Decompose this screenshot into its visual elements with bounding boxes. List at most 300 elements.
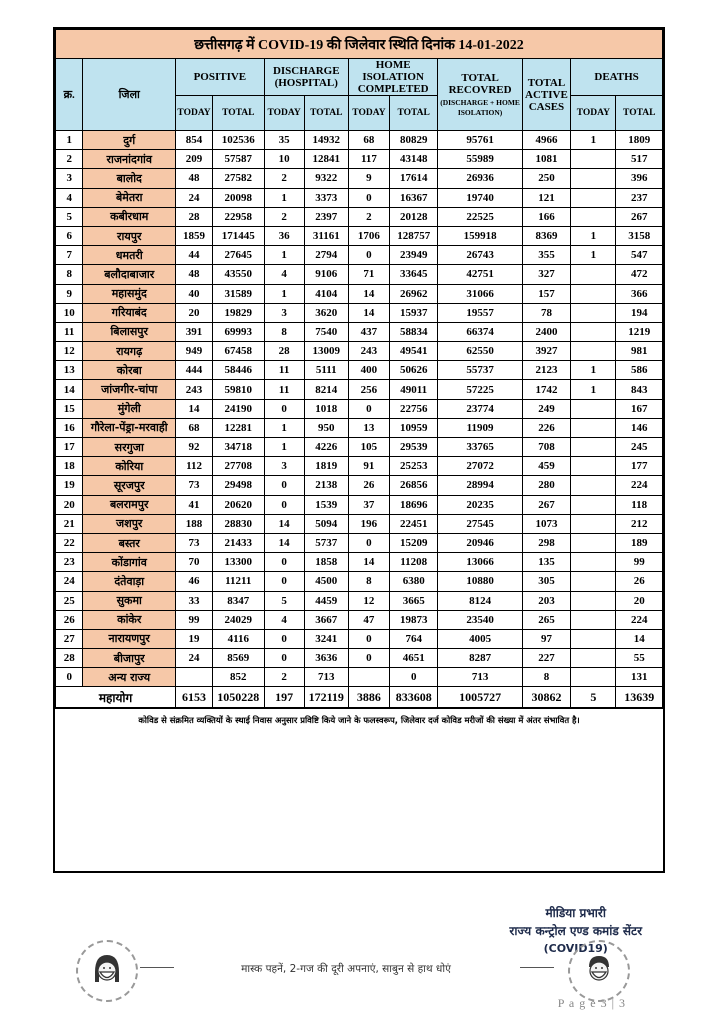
table-row [56, 226, 663, 245]
total-cell: 30862 [522, 687, 570, 708]
value-cell: 8 [522, 668, 570, 687]
value-cell: 280 [522, 476, 570, 495]
value-cell [571, 476, 616, 495]
district-cell: नारायणपुर [83, 629, 176, 648]
total-cell: 6153 [176, 687, 213, 708]
value-cell: 3 [264, 303, 304, 322]
value-cell: 14 [264, 533, 304, 552]
value-cell: 58446 [212, 361, 264, 380]
value-cell: 226 [522, 418, 570, 437]
value-cell: 118 [616, 495, 663, 514]
value-cell: 0 [348, 533, 389, 552]
value-cell: 146 [616, 418, 663, 437]
value-cell: 203 [522, 591, 570, 610]
table-row [56, 188, 663, 207]
value-cell: 26936 [438, 169, 522, 188]
district-cell: बिलासपुर [83, 322, 176, 341]
value-cell: 3 [264, 457, 304, 476]
table-row [56, 265, 663, 284]
table-row [56, 572, 663, 591]
value-cell: 121 [522, 188, 570, 207]
value-cell: 327 [522, 265, 570, 284]
value-cell: 4651 [389, 649, 437, 668]
value-cell: 62550 [438, 342, 522, 361]
value-cell: 26 [348, 476, 389, 495]
value-cell [571, 668, 616, 687]
value-cell [571, 553, 616, 572]
value-cell: 69993 [212, 322, 264, 341]
value-cell: 22756 [389, 399, 437, 418]
value-cell: 26962 [389, 284, 437, 303]
header-positive-today: TODAY [176, 96, 213, 131]
value-cell: 157 [522, 284, 570, 303]
value-cell: 9322 [304, 169, 348, 188]
value-cell: 4226 [304, 438, 348, 457]
value-cell: 14 [348, 303, 389, 322]
value-cell: 237 [616, 188, 663, 207]
district-cell: महासमुंद [83, 284, 176, 303]
header-discharge: DISCHARGE (HOSPITAL) [264, 59, 348, 96]
value-cell [348, 668, 389, 687]
table-row [56, 150, 663, 169]
value-cell: 29498 [212, 476, 264, 495]
value-cell: 267 [616, 207, 663, 226]
value-cell [571, 495, 616, 514]
signature-line2: राज्य कन्ट्रोल एण्ड कमांड सेंटर [509, 924, 642, 938]
district-cell: बालोद [83, 169, 176, 188]
value-cell: 105 [348, 438, 389, 457]
total-cell: 5 [571, 687, 616, 708]
value-cell: 3636 [304, 649, 348, 668]
value-cell: 256 [348, 380, 389, 399]
value-cell: 8287 [438, 649, 522, 668]
value-cell: 4 [264, 610, 304, 629]
value-cell: 19 [176, 629, 213, 648]
value-cell: 852 [212, 668, 264, 687]
table-row [56, 514, 663, 533]
value-cell: 99 [176, 610, 213, 629]
table-row [56, 207, 663, 226]
value-cell: 713 [438, 668, 522, 687]
value-cell: 27708 [212, 457, 264, 476]
value-cell: 50626 [389, 361, 437, 380]
value-cell: 55737 [438, 361, 522, 380]
value-cell: 19873 [389, 610, 437, 629]
value-cell: 708 [522, 438, 570, 457]
value-cell: 3620 [304, 303, 348, 322]
district-cell: जांजगीर-चांपा [83, 380, 176, 399]
value-cell: 459 [522, 457, 570, 476]
value-cell: 28 [176, 207, 213, 226]
value-cell: 950 [304, 418, 348, 437]
value-cell: 3665 [389, 591, 437, 610]
value-cell: 128757 [389, 226, 437, 245]
value-cell: 41 [176, 495, 213, 514]
value-cell: 46 [176, 572, 213, 591]
value-cell: 764 [389, 629, 437, 648]
value-cell: 8124 [438, 591, 522, 610]
footnote: कोविड से संक्रमित व्यक्तियों के स्थाई निवास अनुसार प्रविष्टि किये जाने के फलस्वरूप, जिलेवार दर्ज कोविड मरीजों की संख्या में अंतर संभावित है। [55, 708, 663, 733]
value-cell: 14932 [304, 131, 348, 150]
value-cell: 33765 [438, 438, 522, 457]
district-cell: गरियाबंद [83, 303, 176, 322]
value-cell: 24190 [212, 399, 264, 418]
value-cell: 8214 [304, 380, 348, 399]
district-cell: बेमेतरा [83, 188, 176, 207]
value-cell: 366 [616, 284, 663, 303]
value-cell: 16367 [389, 188, 437, 207]
value-cell: 23540 [438, 610, 522, 629]
district-cell: कोरबा [83, 361, 176, 380]
value-cell: 55 [616, 649, 663, 668]
signature-line1: मीडिया प्रभारी [545, 906, 606, 920]
value-cell: 1858 [304, 553, 348, 572]
value-cell: 34718 [212, 438, 264, 457]
table-row [56, 476, 663, 495]
value-cell: 8 [264, 322, 304, 341]
value-cell [571, 150, 616, 169]
value-cell: 20128 [389, 207, 437, 226]
table-row [56, 246, 663, 265]
value-cell: 8369 [522, 226, 570, 245]
value-cell: 2 [264, 169, 304, 188]
value-cell: 2 [264, 207, 304, 226]
value-cell: 1018 [304, 399, 348, 418]
value-cell: 10 [264, 150, 304, 169]
value-cell: 1 [264, 246, 304, 265]
serial-cell: 1 [56, 131, 83, 150]
value-cell: 2 [264, 668, 304, 687]
value-cell: 14 [616, 629, 663, 648]
value-cell: 112 [176, 457, 213, 476]
value-cell: 13009 [304, 342, 348, 361]
value-cell: 517 [616, 150, 663, 169]
value-cell: 13300 [212, 553, 264, 572]
value-cell: 243 [176, 380, 213, 399]
value-cell: 20946 [438, 533, 522, 552]
serial-cell: 5 [56, 207, 83, 226]
value-cell: 843 [616, 380, 663, 399]
serial-cell: 17 [56, 438, 83, 457]
table-row [56, 303, 663, 322]
value-cell: 249 [522, 399, 570, 418]
district-cell: सुकमा [83, 591, 176, 610]
header-positive-total: TOTAL [212, 96, 264, 131]
serial-cell: 14 [56, 380, 83, 399]
value-cell [571, 457, 616, 476]
value-cell: 15209 [389, 533, 437, 552]
table-row [56, 591, 663, 610]
total-cell: 13639 [616, 687, 663, 708]
value-cell: 67458 [212, 342, 264, 361]
value-cell: 3241 [304, 629, 348, 648]
district-cell: बस्तर [83, 533, 176, 552]
serial-cell: 23 [56, 553, 83, 572]
value-cell: 2397 [304, 207, 348, 226]
value-cell: 298 [522, 533, 570, 552]
covid-district-table [55, 29, 663, 708]
value-cell [571, 322, 616, 341]
mask-man-icon [581, 952, 617, 988]
serial-cell: 21 [56, 514, 83, 533]
value-cell: 4104 [304, 284, 348, 303]
serial-cell: 13 [56, 361, 83, 380]
value-cell: 1219 [616, 322, 663, 341]
value-cell: 0 [264, 629, 304, 648]
value-cell: 102536 [212, 131, 264, 150]
value-cell: 25253 [389, 457, 437, 476]
value-cell: 0 [264, 476, 304, 495]
table-row [56, 668, 663, 687]
header-home-isolation: HOME ISOLATION COMPLETED [348, 59, 438, 96]
value-cell: 26856 [389, 476, 437, 495]
district-cell: अन्य राज्य [83, 668, 176, 687]
table-row [56, 131, 663, 150]
value-cell [571, 514, 616, 533]
value-cell: 117 [348, 150, 389, 169]
value-cell: 1 [264, 284, 304, 303]
value-cell: 55989 [438, 150, 522, 169]
district-cell: कांकेर [83, 610, 176, 629]
value-cell: 1 [571, 131, 616, 150]
value-cell: 267 [522, 495, 570, 514]
serial-cell: 20 [56, 495, 83, 514]
value-cell [571, 572, 616, 591]
grand-total-label: महायोग [56, 687, 176, 708]
serial-cell: 4 [56, 188, 83, 207]
district-cell: दंतेवाड़ा [83, 572, 176, 591]
value-cell [571, 649, 616, 668]
page-number: P a g e 3 | 3 [557, 996, 626, 1010]
value-cell: 26743 [438, 246, 522, 265]
value-cell: 20 [176, 303, 213, 322]
district-cell: बलरामपुर [83, 495, 176, 514]
value-cell: 0 [264, 495, 304, 514]
value-cell: 12281 [212, 418, 264, 437]
value-cell: 14 [348, 284, 389, 303]
value-cell: 28 [264, 342, 304, 361]
value-cell: 8 [348, 572, 389, 591]
serial-cell: 9 [56, 284, 83, 303]
right-arrow-line [520, 967, 554, 968]
value-cell [176, 668, 213, 687]
value-cell: 4 [264, 265, 304, 284]
value-cell: 18696 [389, 495, 437, 514]
district-cell: कोंडागांव [83, 553, 176, 572]
value-cell: 400 [348, 361, 389, 380]
value-cell: 13066 [438, 553, 522, 572]
value-cell: 9106 [304, 265, 348, 284]
header-discharge-today: TODAY [264, 96, 304, 131]
table-row [56, 533, 663, 552]
value-cell: 8347 [212, 591, 264, 610]
header-deaths-today: TODAY [571, 96, 616, 131]
district-cell: राजनांदगांव [83, 150, 176, 169]
signature-line3: (COVID19) [543, 942, 608, 955]
value-cell: 20620 [212, 495, 264, 514]
serial-cell: 12 [56, 342, 83, 361]
value-cell: 1742 [522, 380, 570, 399]
value-cell: 5737 [304, 533, 348, 552]
value-cell: 396 [616, 169, 663, 188]
district-cell: धमतरी [83, 246, 176, 265]
value-cell: 1819 [304, 457, 348, 476]
value-cell: 1809 [616, 131, 663, 150]
table-row [56, 495, 663, 514]
value-cell: 43550 [212, 265, 264, 284]
safety-slogan: मास्क पहनें, 2-गज की दूरी अपनाएं, साबुन से हाथ धोएं [241, 963, 451, 975]
header-total-recovered-sub: (DISCHARGE + HOME ISOLATION) [440, 97, 520, 117]
value-cell: 71 [348, 265, 389, 284]
value-cell: 949 [176, 342, 213, 361]
value-cell: 97 [522, 629, 570, 648]
value-cell: 547 [616, 246, 663, 265]
value-cell: 9 [348, 169, 389, 188]
serial-cell: 2 [56, 150, 83, 169]
header-total-recovered [438, 59, 522, 131]
value-cell: 66374 [438, 322, 522, 341]
value-cell: 391 [176, 322, 213, 341]
value-cell: 4459 [304, 591, 348, 610]
header-deaths: DEATHS [571, 59, 663, 96]
value-cell: 57225 [438, 380, 522, 399]
header-positive: POSITIVE [176, 59, 265, 96]
value-cell: 177 [616, 457, 663, 476]
mask-woman-icon [89, 952, 125, 988]
value-cell: 19740 [438, 188, 522, 207]
value-cell: 59810 [212, 380, 264, 399]
value-cell: 194 [616, 303, 663, 322]
value-cell: 27645 [212, 246, 264, 265]
value-cell: 12 [348, 591, 389, 610]
header-home-today: TODAY [348, 96, 389, 131]
table-row [56, 438, 663, 457]
value-cell: 250 [522, 169, 570, 188]
value-cell: 95761 [438, 131, 522, 150]
value-cell: 91 [348, 457, 389, 476]
value-cell [571, 629, 616, 648]
value-cell [571, 265, 616, 284]
value-cell: 29539 [389, 438, 437, 457]
serial-cell: 22 [56, 533, 83, 552]
value-cell: 0 [348, 188, 389, 207]
total-cell: 833608 [389, 687, 437, 708]
value-cell: 245 [616, 438, 663, 457]
header-sn: क्र. [56, 59, 83, 131]
value-cell: 8569 [212, 649, 264, 668]
value-cell: 713 [304, 668, 348, 687]
value-cell: 44 [176, 246, 213, 265]
value-cell: 5111 [304, 361, 348, 380]
value-cell: 1 [264, 188, 304, 207]
value-cell: 24 [176, 649, 213, 668]
value-cell: 1 [571, 226, 616, 245]
district-cell: गौरेला-पेंड्रा-मरवाही [83, 418, 176, 437]
value-cell: 227 [522, 649, 570, 668]
district-cell: रायगढ़ [83, 342, 176, 361]
value-cell: 33 [176, 591, 213, 610]
value-cell: 11 [264, 361, 304, 380]
value-cell [571, 591, 616, 610]
table-row [56, 284, 663, 303]
value-cell: 188 [176, 514, 213, 533]
value-cell: 11909 [438, 418, 522, 437]
page-title: छत्तीसगढ़ में COVID-19 की जिलेवार स्थिति दिनांक 14-01-2022 [56, 30, 663, 59]
serial-cell: 26 [56, 610, 83, 629]
value-cell: 3158 [616, 226, 663, 245]
value-cell: 14 [176, 399, 213, 418]
value-cell: 58834 [389, 322, 437, 341]
value-cell: 11208 [389, 553, 437, 572]
value-cell: 0 [389, 668, 437, 687]
value-cell: 209 [176, 150, 213, 169]
value-cell: 31161 [304, 226, 348, 245]
value-cell: 68 [176, 418, 213, 437]
value-cell: 437 [348, 322, 389, 341]
table-row [56, 457, 663, 476]
value-cell [571, 533, 616, 552]
district-cell: कोरिया [83, 457, 176, 476]
value-cell: 14 [264, 514, 304, 533]
serial-cell: 18 [56, 457, 83, 476]
value-cell: 2 [348, 207, 389, 226]
value-cell: 92 [176, 438, 213, 457]
district-cell: बलौदाबाजार [83, 265, 176, 284]
value-cell: 43148 [389, 150, 437, 169]
serial-cell: 10 [56, 303, 83, 322]
value-cell: 40 [176, 284, 213, 303]
value-cell: 42751 [438, 265, 522, 284]
table-row [56, 553, 663, 572]
value-cell: 0 [264, 572, 304, 591]
value-cell: 19557 [438, 303, 522, 322]
value-cell: 265 [522, 610, 570, 629]
value-cell: 981 [616, 342, 663, 361]
value-cell: 224 [616, 476, 663, 495]
value-cell: 57587 [212, 150, 264, 169]
value-cell: 31066 [438, 284, 522, 303]
total-cell: 197 [264, 687, 304, 708]
table-row [56, 629, 663, 648]
district-cell: मुंगेली [83, 399, 176, 418]
report-frame [53, 27, 665, 873]
serial-cell: 19 [56, 476, 83, 495]
serial-cell: 15 [56, 399, 83, 418]
value-cell: 0 [264, 553, 304, 572]
value-cell [571, 169, 616, 188]
table-row [56, 418, 663, 437]
value-cell: 35 [264, 131, 304, 150]
value-cell: 28830 [212, 514, 264, 533]
district-cell: कबीरधाम [83, 207, 176, 226]
value-cell: 73 [176, 476, 213, 495]
value-cell: 2138 [304, 476, 348, 495]
value-cell: 0 [348, 399, 389, 418]
value-cell: 224 [616, 610, 663, 629]
total-cell: 172119 [304, 687, 348, 708]
value-cell: 27582 [212, 169, 264, 188]
value-cell: 24 [176, 188, 213, 207]
value-cell: 20098 [212, 188, 264, 207]
value-cell: 1 [264, 438, 304, 457]
value-cell: 5 [264, 591, 304, 610]
value-cell: 14 [348, 553, 389, 572]
value-cell [571, 188, 616, 207]
header-active-cases: TOTAL ACTIVE CASES [522, 59, 570, 131]
value-cell: 0 [348, 246, 389, 265]
value-cell [571, 303, 616, 322]
value-cell: 0 [348, 629, 389, 648]
